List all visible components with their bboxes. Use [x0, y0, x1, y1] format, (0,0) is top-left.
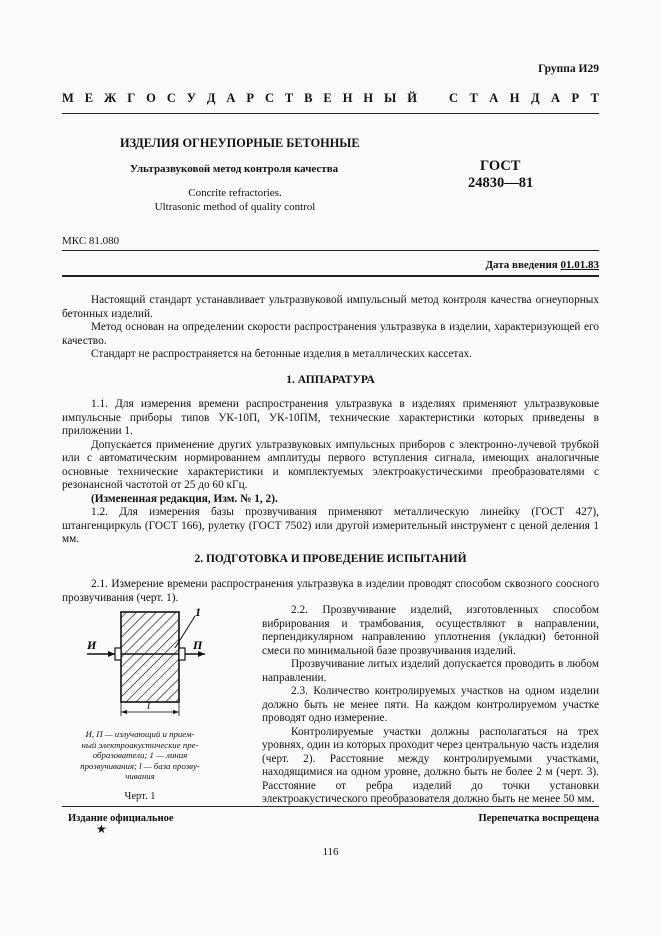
specimen-block [121, 612, 179, 702]
section-2-right-column [262, 604, 599, 807]
dimension-arrow-left-icon [121, 710, 127, 714]
group-code: Группа И29 [538, 63, 599, 75]
label-emitter: И [87, 638, 97, 652]
caption-line-4: прозвучивания; l — база прозву- [80, 760, 200, 771]
section-1-heading: 1. АППАРАТУРА [286, 374, 375, 386]
caption-line-2: ный электроакустические пре- [81, 739, 199, 750]
section-2-paragraph-3: Прозвучивание литых изделий допускается проводить в любом направлении. [262, 658, 599, 684]
label-base: l [147, 700, 151, 712]
intro-block [62, 294, 599, 362]
section-1-paragraph-3: 1.2. Для измерения базы прозвучивания применяют металлическую линейку (ГОСТ 427), штангенциркуль (ГОСТ 166), рулетку (ГОСТ 7502) или другой измерительный инструмент с ценой деления 1 мм. [62, 506, 599, 545]
document-subtitle: Ультразвуковой метод контроля качества [130, 163, 339, 175]
document-title: ИЗДЕЛИЯ ОГНЕУПОРНЫЕ БЕТОННЫЕ [120, 136, 360, 150]
figure-1-caption [62, 729, 218, 782]
dimension-arrow-right-icon [173, 710, 179, 714]
caption-line-3: образователи; 1 — линия [92, 750, 188, 760]
english-title-line-1: Concrite refractories. [188, 187, 282, 199]
label-receiver: П [193, 638, 203, 652]
section-1-paragraph-1: 1.1. Для измерения времени распространения ультразвука в изделиях применяют ультразвуковые импульсные приборы типов УК-10П, УК-10ПМ, технические характеристики которых приведены в приложении 1. [62, 398, 599, 437]
banner-word-1: М Е Ж Г О С У Д А Р С Т В Е Н Н Ы Й [62, 91, 417, 105]
header-rule [62, 113, 599, 114]
section-2-paragraph-4: 2.3. Количество контролируемых участков на одном изделии должно быть не менее пяти. На каждом контролируемом участке проводят одно измерение. [262, 685, 599, 724]
figure-1-diagram [75, 604, 215, 722]
intro-paragraph-1: Настоящий стандарт устанавливает ультразвуковой импульсный метод контроля качества огнеупорных бетонных изделий. [62, 294, 599, 320]
section-2-intro [62, 578, 599, 605]
section-1-paragraph-2: Допускается применение других ультразвуковых импульсных приборов с электронно-лучевой трубкой или с автоматическим нормированием амплитуды первого вступления сигнала, имеющих аналогичные основные технические характеристики и комплектуемых электроакустическими преобразователями с резонансной частотой от 25 до 60 кГц. [62, 438, 599, 491]
banner [62, 92, 599, 106]
mks-code: МКС 81.080 [62, 235, 120, 247]
emitting-transducer [115, 648, 121, 660]
section-2-paragraph-5: Контролируемые участки должны располагаться на трех уровнях, один из которых проходит через центральную часть изделия (черт. 2). Расстояние между контролируемыми участками, находящимися на одном уровне, должно быть не более 2 м (черт. 3). Расстояние от ребра изделий до точки установки электроакустического преобразователя должно быть не менее 50 мм. [262, 725, 599, 805]
english-title-line-2: Ultrasonic method of quality control [154, 201, 316, 213]
footer-rule [62, 806, 599, 807]
caption-line-5: чивания [125, 771, 155, 781]
effective-date-label: Дата введения [485, 259, 558, 271]
mks-rule [62, 250, 599, 251]
section-1-body [62, 398, 599, 547]
arrow-in-icon [108, 651, 115, 657]
gost-label: ГОСТ [480, 158, 521, 174]
section-2-paragraph-2: 2.2. Прозвучивание изделий, изготовленных способом вибрирования и трамбования, осуществляют в направлении, перпендикулярном направлению уплотнения (укладки) бетонной смеси по минимальной базе прозвучивания изделий. [262, 604, 599, 657]
section-2-heading: 2. ПОДГОТОВКА И ПРОВЕДЕНИЕ ИСПЫТАНИЙ [194, 553, 467, 565]
figure-1-title: Черт. 1 [124, 791, 156, 802]
caption-line-1: И, П — излучающий и прием- [85, 729, 195, 739]
date-rule [62, 275, 599, 277]
page-number: 116 [322, 846, 339, 858]
official-edition: Издание официальное [68, 813, 174, 824]
intro-paragraph-3: Стандарт не распространяется на бетонные изделия в металлических кассетах. [91, 348, 472, 360]
intro-paragraph-2: Метод основан на определении скорости распространения ультразвука в изделии, характеризующей его качество. [62, 321, 599, 347]
receiving-transducer [179, 648, 185, 660]
section-2-paragraph-1: 2.1. Измерение времени распространения ультразвука в изделии проводят способом сквозного соосного прозвучивания (черт. 1). [62, 578, 599, 604]
star-icon: ★ [96, 822, 107, 836]
gost-number: 24830—81 [468, 175, 534, 191]
amendment-note: (Измененная редакция, Изм. № 1, 2). [91, 492, 278, 505]
english-title [100, 186, 370, 214]
reprint-prohibited: Перепечатка воспрещена [478, 813, 599, 824]
gost-block [468, 158, 533, 192]
effective-date-value: 01.01.83 [560, 259, 599, 271]
effective-date [485, 259, 599, 273]
label-line-1: 1 [195, 605, 201, 619]
banner-word-2: С Т А Н Д А Р Т [449, 91, 599, 105]
